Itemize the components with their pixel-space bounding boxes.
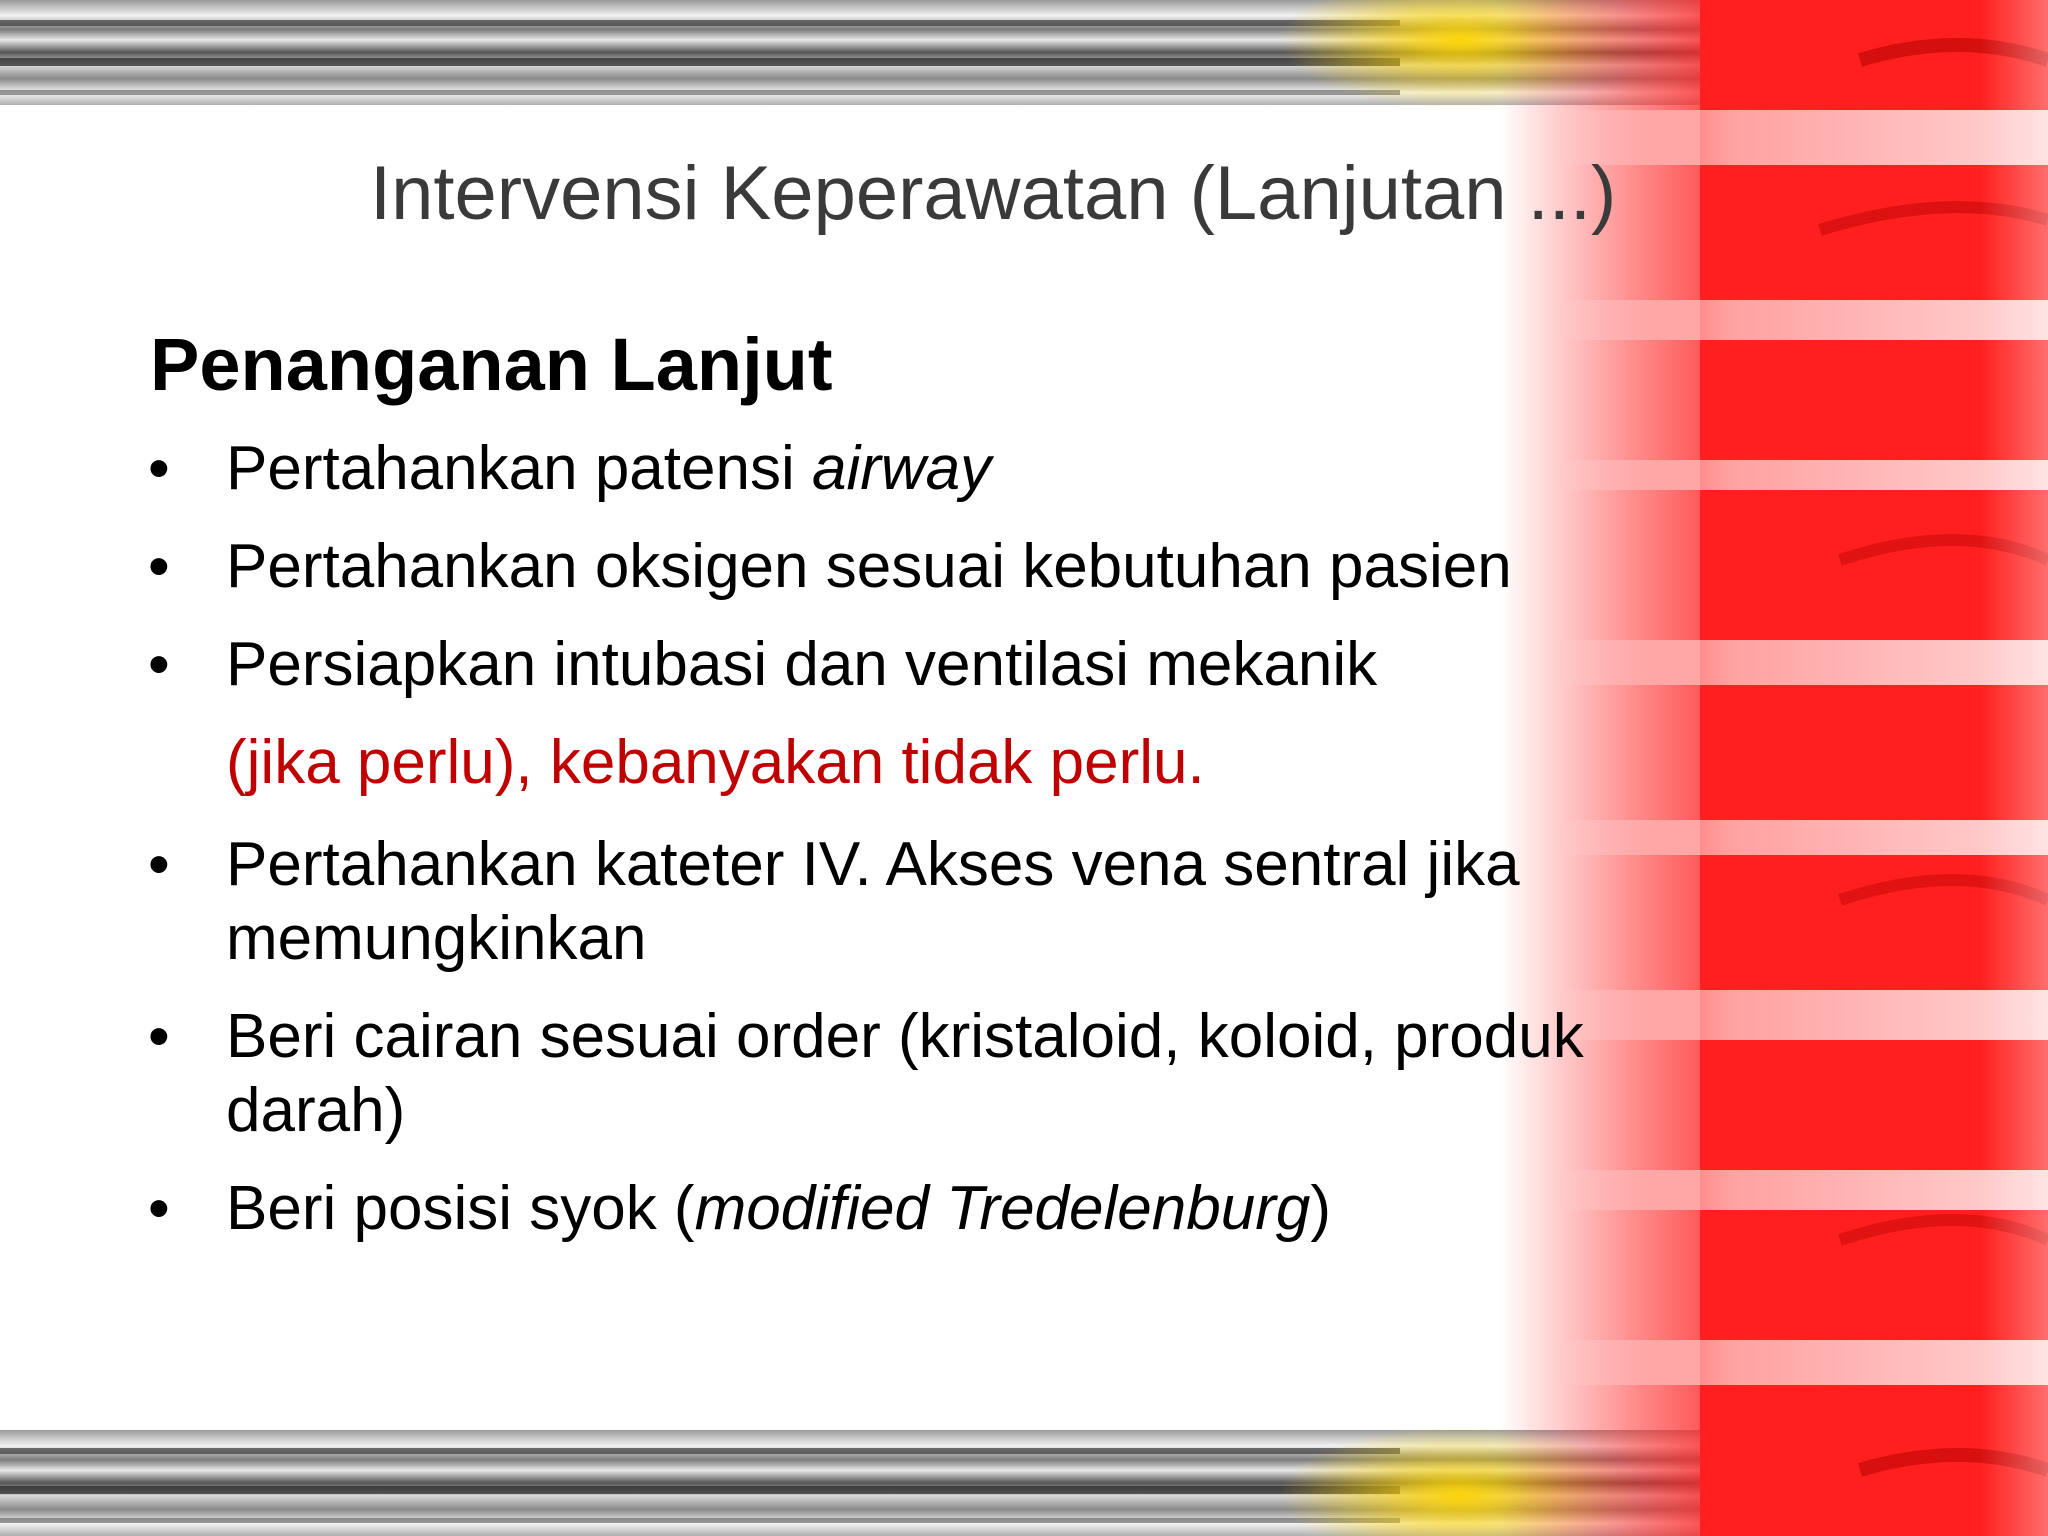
section-heading: Penanganan Lanjut xyxy=(150,323,833,406)
bullet-icon: • xyxy=(148,434,170,503)
bullet-icon: • xyxy=(148,1002,170,1071)
list-item: • Pertahankan patensi airway xyxy=(148,432,1708,506)
bullet-icon: • xyxy=(148,630,170,699)
bullet-icon: • xyxy=(148,830,170,899)
bullet-icon: • xyxy=(148,532,170,601)
list-item: • Beri cairan sesuai order (kristaloid, koloid, produk darah) xyxy=(148,1002,1584,1145)
bullet-list xyxy=(148,432,1708,1270)
list-item: • Beri posisi syok (modified Tredelenburg) xyxy=(148,1172,1708,1246)
list-item: • Pertahankan kateter IV. Akses vena sentral jika memungkinkan xyxy=(148,830,1520,973)
bullet-icon: • xyxy=(148,1174,170,1243)
list-note: (jika perlu), kebanyakan tidak perlu. xyxy=(226,728,1205,797)
list-item: • Persiapkan intubasi dan ventilasi mekanik xyxy=(148,628,1708,702)
slide-title: Intervensi Keperawatan (Lanjutan ...) xyxy=(370,151,1617,236)
list-item: • Pertahankan oksigen sesuai kebutuhan pasien xyxy=(148,530,1708,604)
